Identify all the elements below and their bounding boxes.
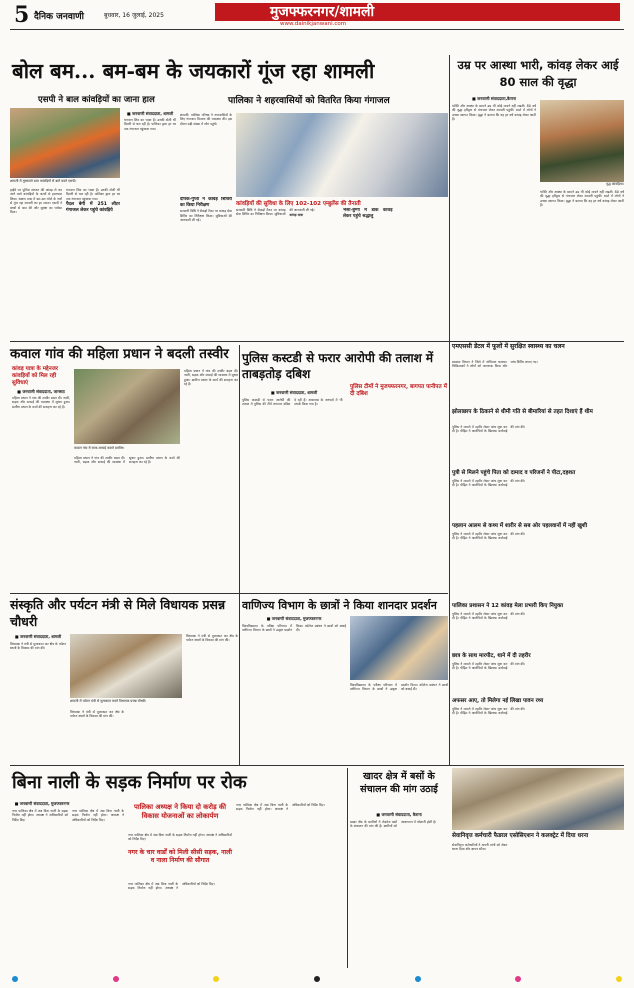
bina-body-4 <box>128 882 232 970</box>
lead-col2 <box>124 118 176 336</box>
reg-dot <box>12 976 18 982</box>
reg-dot <box>314 976 320 982</box>
bina-body-1 <box>12 809 68 969</box>
right-mid-head1: पुत्री से मिलने पहुंचे पिता को दामाद व परिजनों ने पीटा,दहशत <box>452 470 576 476</box>
right-top-body-text-2: भक्ति और आस्था के सामने उम्र भी कोई मायने नहीं रखती। 80 वर्ष की वृद्धा हरिद्वार से गंगाजल लेकर शामली पहुंची। रास्ते में लोगों ने उनका स्वागत किया। वृद्धा ने बताया कि वह हर वर्ष कांवड़ लेकर आती हैं। <box>540 190 624 208</box>
khadar-body <box>350 820 448 970</box>
rule-1 <box>10 341 624 342</box>
sanskrit-photo <box>70 634 182 698</box>
col-rule-1 <box>449 55 450 765</box>
rule-2 <box>10 593 448 594</box>
right-top-photo <box>540 100 624 182</box>
police-side: पुलिस टीमों ने मुजफ्फरनगर, बागपत पानीपत में दी दबिश <box>350 384 447 397</box>
khadar-headline: खादर क्षेत्र में बसों के संचालन की मांग उठाई <box>360 771 438 795</box>
kawal-photo-caption: कवाल गांव में साफ-सफाई कराते ग्रामीण। <box>74 446 125 450</box>
lead-col4-text: सरकारी बिधि ने सैकड़ों टैंकर पर कांवड़ सेवा शिविर का निरीक्षण किया। सुविधाओं की जानकारी ली गई। <box>236 208 315 217</box>
right-mid-head3: पालिका प्रशासन ने 12 कांवड़ मेला प्रभारी किए नियुक्त <box>452 603 564 609</box>
masthead-rule <box>10 29 624 30</box>
paper-name: दैनिक जनवाणी <box>34 12 84 22</box>
right-mid-text-2: पुलिस ने मामले में तहरीर लेकर जांच शुरू कर दी है। पीड़ित ने आरोपियों के खिलाफ कार्रवाई की मांग की। <box>452 479 526 488</box>
reg-dot <box>213 976 219 982</box>
kawal-headline: कवाल गांव की महिला प्रधान ने बदली तस्वीर <box>10 346 229 362</box>
lead-sub-mid: पालिका ने शहरवासियों को वितरित किया गंगाजल <box>228 96 390 106</box>
ekhssi-sub: झोलाछाप के ठिकाने से धीमी गति से बीमारियां से तहत दिशाएं हैं थीम <box>452 409 593 415</box>
kawal-body-2 <box>74 456 180 588</box>
bina-body-3 <box>128 833 232 847</box>
lead-photo-caption: शामली में मुस्कराते बाल कांवड़ियों से बातें करते एसपी। <box>10 179 77 183</box>
vanijya-photo <box>350 616 448 680</box>
lead-body-left-2 <box>66 188 120 338</box>
right-mid-body-1 <box>452 425 624 469</box>
lead-col3-text: शामली: पालिका परिषद ने नगरवासियों के लिए गंगाजल वितरण की व्यवस्था की। इस दौरान बड़ी संख्या में लोग पहुंचे। <box>180 113 232 126</box>
right-mid-text-4: पुलिस ने मामले में तहरीर लेकर जांच शुरू कर दी है। पीड़ित ने आरोपियों के खिलाफ कार्रवाई की मांग की। <box>452 612 526 621</box>
bina-box2: नगर के चार वार्डों को मिली सीसी सड़क, नाली व नाला निर्माण की सौगात <box>128 849 232 864</box>
sanskrit-body-text-1: विधायक ने मंत्री से मुलाकात कर क्षेत्र के पर्यटन स्थलों के विकास की मांग की। <box>10 642 66 651</box>
right-top-headline: उम्र पर आस्था भारी, कांवड़ लेकर आई 80 साल की वृद्धा <box>457 58 619 89</box>
kawal-photo <box>74 369 180 444</box>
kawal-byline: ■ जनवाणी संवाददाता, जानसठ <box>17 389 65 394</box>
kawal-body-text-1: महिला प्रधान ने गांव की तस्वीर बदल दी। नाली, सड़क और सफाई की व्यवस्था में सुधार हुआ। ग्रामीण प्रधान के कार्य की सराहना कर रहे हैं। <box>12 396 70 409</box>
vanijya-byline: ■ जनवाणी संवाददाता, मुजफ्फरनगर <box>266 616 322 621</box>
col-rule-2 <box>239 345 240 765</box>
right-mid-body-5 <box>452 662 624 696</box>
registration-dots <box>12 976 622 982</box>
right-mid-text-5: पुलिस ने मामले में तहरीर लेकर जांच शुरू कर दी है। पीड़ित ने आरोपियों के खिलाफ कार्रवाई की मांग की। <box>452 662 526 671</box>
reg-dot <box>616 976 622 982</box>
right-top-byline: ■ जनवाणी संवाददाता,कैराना <box>471 96 517 101</box>
kawal-body-1 <box>12 396 70 588</box>
lead-photo-mid-caption: कांवड़ियों की सुविधा के लिए 102-102 एम्बुलेंस की तैनाती <box>236 201 361 207</box>
lead-col4-text-a: सरकारी बिधि ने सैकड़ों टैंकर पर कांवड़ सेवा शिविर का निरीक्षण किया। सुविधाओं की जानकारी ली गई। <box>180 209 232 222</box>
lead-headline: बोल बम... बम-बम के जयकारों गूंज रहा शामली <box>12 59 375 83</box>
bina-body-text-2: नगर पालिका क्षेत्र में अब बिना नाली के सड़क निर्माण नहीं होगा। अध्यक्ष ने अधिकारियों को निर्देश दिए। <box>72 809 124 822</box>
bottom-right-headline: सेवानिवृत्त कर्मचारी फैडरल एसोसिएशन ने कलक्ट्रेट में दिया धरना <box>452 833 589 839</box>
ekhssi-body-text: स्वास्थ्य विभाग ने जिले में अभियान चलाया। चिकित्सकों ने लोगों को जागरूक किया और जांच शिविर लगाए गए। <box>452 360 538 369</box>
lead-para-left: हाईवे पर पुलिस संगठन की कांवड़ ले कर जाने वाले कांवड़ियों के जत्थों से हालचाल लिया। श्रावण मास में बम-बम भोले के नारों से गूंज रहा शामली का हर रास्ता। एसपी ने बच्चों से बात की और सुरक्षा का भरोसा दिया। <box>10 188 62 215</box>
lead-body-left <box>10 188 62 338</box>
sanskrit-body-1 <box>10 642 66 762</box>
khadar-byline: ■ जनवाणी संवाददाता, कैराना <box>376 812 422 817</box>
bina-body-text-3: नगर पालिका क्षेत्र में अब बिना नाली के सड़क निर्माण नहीं होगा। अध्यक्ष ने अधिकारियों को निर्देश दिए। <box>128 833 232 842</box>
bottom-right-body <box>452 843 624 969</box>
bina-body-text-5: नगर पालिका क्षेत्र में अब बिना नाली के सड़क निर्माण नहीं होगा। अध्यक्ष ने अधिकारियों को निर्देश दिए। <box>236 803 325 812</box>
bina-body-text-1: नगर पालिका क्षेत्र में अब बिना नाली के सड़क निर्माण नहीं होगा। अध्यक्ष ने अधिकारियों को निर्देश दिए। <box>12 809 68 822</box>
masthead <box>0 0 634 30</box>
police-headline: पुलिस कस्टडी से फरार आरोपी की तलाश में ताबड़तोड़ दबिश <box>242 351 434 381</box>
sanskrit-body-text-3: विधायक ने मंत्री से मुलाकात कर क्षेत्र के पर्यटन स्थलों के विकास की मांग की। <box>186 634 238 643</box>
right-mid-body-6 <box>452 707 624 747</box>
police-body <box>242 398 447 588</box>
right-top-body-text: भक्ति और आस्था के सामने उम्र भी कोई मायने नहीं रखती। 80 वर्ष की वृद्धा हरिद्वार से गंगाजल लेकर शामली पहुंची। रास्ते में लोगों ने उनका स्वागत किया। वृद्धा ने बताया कि वह हर वर्ष कांवड़ लेकर आती हैं। <box>452 104 536 122</box>
kawal-body-3 <box>184 369 238 589</box>
police-byline: ■ जनवाणी संवाददाता, शामली <box>270 390 318 395</box>
right-mid-text-3: पुलिस ने मामले में तहरीर लेकर जांच शुरू कर दी है। पीड़ित ने आरोपियों के खिलाफ कार्रवाई की मांग की। <box>452 532 526 541</box>
lead-col2-box: भगवान शिव का भक्त हैं। उनकी टोली भी दिल्ली से चल रही है। पालिका द्वारा हर घर तक गंगाजल पहुंचाया गया। <box>66 188 120 201</box>
sanskrit-body-3 <box>186 634 238 762</box>
ekhssi-headline: एमएससी डेंटल में फूलों में सुरक्षित स्वास्थ्य का चलन <box>452 343 565 350</box>
bottom-right-photo <box>452 768 624 830</box>
website: www.dainikjanwani.com <box>280 21 347 27</box>
reg-dot <box>515 976 521 982</box>
bottom-right-body-text: सेवानिवृत्त कर्मचारियों ने अपनी मांगों को लेकर धरना दिया और ज्ञापन सौंपा। <box>452 843 508 852</box>
lead-col4 <box>236 208 446 338</box>
lead-col3 <box>180 113 232 193</box>
ekhssi-body <box>452 360 624 408</box>
right-mid-head4: छात्र के साथ मारपीट, थाने में दी तहरीर <box>452 653 531 659</box>
right-top-body-2 <box>540 190 624 338</box>
lead-photo-ambulance <box>236 113 448 197</box>
lead-col4-sub: कांवड़ यात्रा <box>289 213 304 218</box>
right-mid-body-4 <box>452 612 624 652</box>
vanijya-body-text-2: विश्वविद्यालय के परीक्षा परिणाम में वाणिज्य विभाग के छात्रों ने उत्कृष्ट प्रदर्शन किया। कॉलेज प्रबंधन ने छात्रों को बधाई दी। <box>350 683 448 692</box>
right-mid-head2: पहलान आलम से कथ्य में शारीर से सब ओर पहलवानों में नहीं खुशी <box>452 523 588 529</box>
lead-sub-left: एसपी ने बाल कांवड़ियों का जाना हाल <box>38 95 155 105</box>
vanijya-body-2 <box>350 683 448 763</box>
police-body-text: पुलिस कस्टडी से फरार आरोपी की तलाश में पुलिस की टीमें लगातार दबिश दे रही हैं। आसपास के जनपदों में भी संपर्क किया गया है। <box>242 398 343 407</box>
kawal-body-text-3: महिला प्रधान ने गांव की तस्वीर बदल दी। नाली, सड़क और सफाई की व्यवस्था में सुधार हुआ। ग्रामीण प्रधान के कार्य की सराहना कर रहे हैं। <box>184 369 238 387</box>
right-mid-body-3 <box>452 532 624 600</box>
sanskrit-byline: ■ जनवाणी संवाददाता, शामली <box>14 634 62 639</box>
right-top-caption: वृद्ध कांवड़िया। <box>606 182 624 186</box>
lead-col3-sub: दीपक-गुप्ता ने कांवड़ शिविरों का किया निरीक्षण <box>180 197 232 208</box>
bina-body-5 <box>236 803 344 969</box>
rule-3 <box>10 765 624 766</box>
khadar-body-text: खादर क्षेत्र के ग्रामीणों ने रोडवेज बसों के संचालन की मांग की है। ग्रामीणों को आवागमन में परेशानी होती है। <box>350 820 437 829</box>
lead-byline: ■ जनवाणी संवाददाता, शामली <box>126 111 174 116</box>
right-mid-text-1: पुलिस ने मामले में तहरीर लेकर जांच शुरू कर दी है। पीड़ित ने आरोपियों के खिलाफ कार्रवाई की मांग की। <box>452 425 526 434</box>
kawal-sub: कांवड़ यात्रा के मद्देनजर कांवड़ियों को मिल रही सुविधाएं <box>12 366 59 386</box>
right-mid-body-2 <box>452 479 624 523</box>
bina-byline: ■ जनवाणी संवाददाता, मुजफ्फरनगर <box>14 801 70 806</box>
right-mid-text-6: पुलिस ने मामले में तहरीर लेकर जांच शुरू कर दी है। पीड़ित ने आरोपियों के खिलाफ कार्रवाई की मांग की। <box>452 707 526 716</box>
sanskrit-body-text-2: विधायक ने मंत्री से मुलाकात कर क्षेत्र के पर्यटन स्थलों के विकास की मांग की। <box>70 710 124 719</box>
lead-photo-kanwariya <box>10 108 120 178</box>
lead-sub-bottom-left: पैदल बेगी में 251 लीटर गंगाजल लेकर पहुंचे कांवड़िये <box>66 202 120 213</box>
lead-col2-text: भगवान शिव का भक्त हैं। उनकी टोली भी दिल्ली से चल रही है। पालिका द्वारा हर घर तक गंगाजल पहुंचाया गया। <box>124 118 176 131</box>
bina-body-text-4: नगर पालिका क्षेत्र में अब बिना नाली के सड़क निर्माण नहीं होगा। अध्यक्ष ने अधिकारियों को निर्देश दिए। <box>128 882 215 891</box>
bina-box1: पालिका अध्यक्ष ने किया दो करोड़ की विकास योजनाओं का लोकार्पण <box>134 803 226 820</box>
bina-body-2 <box>72 809 124 969</box>
vanijya-body-text-1: विश्वविद्यालय के परीक्षा परिणाम में वाणिज्य विभाग के छात्रों ने उत्कृष्ट प्रदर्शन किया। कॉलेज प्रबंधन ने छात्रों को बधाई दी। <box>242 624 346 633</box>
right-mid-head5: अफसर आए, तो मिलेगा नई लिखा पावन रथ्य <box>452 698 544 704</box>
lead-sub-bottom-right: भैंसा-बुग्गी में डाक कांवड़ लेकर पहुंचे श्रद्धालु <box>343 208 393 219</box>
page-number: 5 <box>14 2 30 28</box>
sanskrit-headline: संस्कृति और पर्यटन मंत्री से मिले विधायक प्रसन्न चौधरी <box>10 597 226 629</box>
reg-dot <box>415 976 421 982</box>
right-top-body <box>452 104 536 339</box>
sanskrit-photo-caption: शामली में पर्यटन मंत्री से मुलाकात करते विधायक प्रसन्न चौधरी। <box>70 699 147 703</box>
col-rule-3 <box>347 768 348 968</box>
lead-col3-lower <box>180 197 232 337</box>
edition-title-text: मुजफ्फरनगर/शामली <box>270 4 375 20</box>
sanskrit-body-2 <box>70 710 182 762</box>
vanijya-body-1 <box>242 624 346 762</box>
vanijya-headline: वाणिज्य विभाग के छात्रों ने किया शानदार प्रदर्शन <box>242 599 437 612</box>
reg-dot <box>113 976 119 982</box>
kawal-body-text-2: महिला प्रधान ने गांव की तस्वीर बदल दी। नाली, सड़क और सफाई की व्यवस्था में सुधार हुआ। ग्रामीण प्रधान के कार्य की सराहना कर रहे हैं। <box>74 456 180 465</box>
bina-headline: बिना नाली के सड़क निर्माण पर रोक <box>12 772 247 793</box>
issue-date: बुधवार, 16 जुलाई, 2025 <box>104 12 164 19</box>
